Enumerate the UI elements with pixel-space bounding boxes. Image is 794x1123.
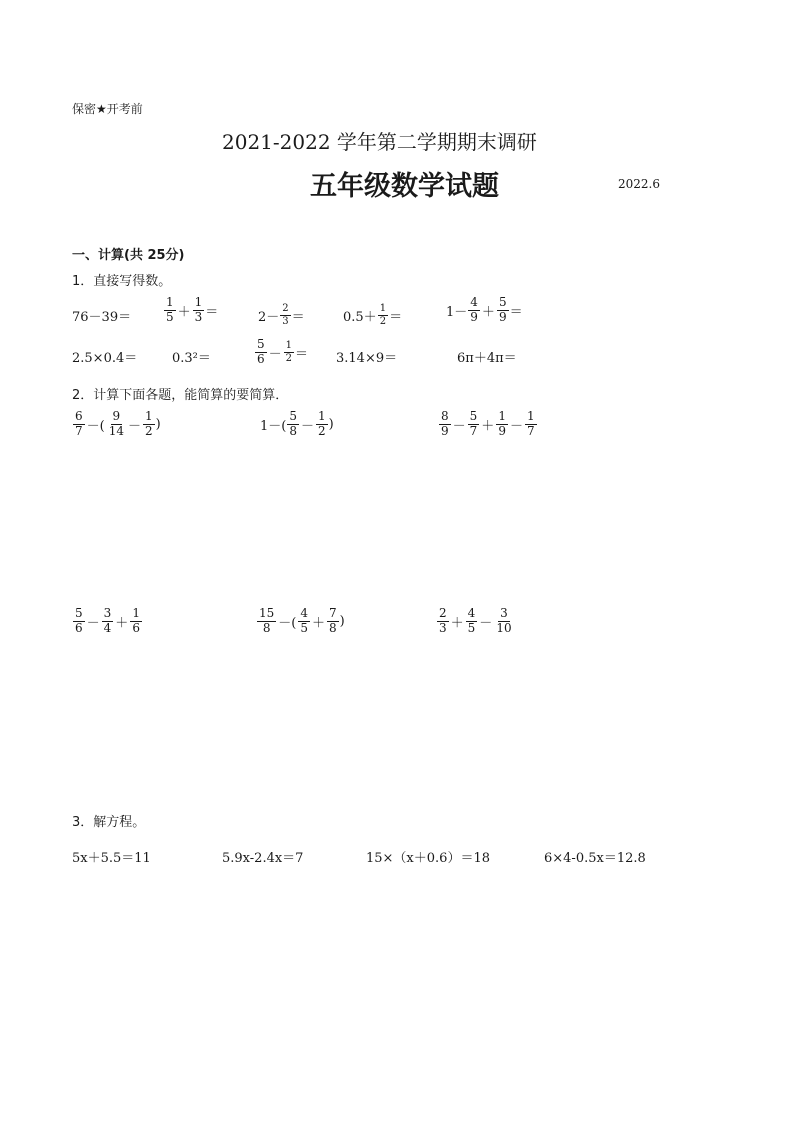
fraction: $\frac{1}{9}$ [498,409,506,438]
q1-expr-5: 1－ $\frac{4}{9}$ ＋ $\frac{5}{9}$ ＝ [446,295,523,324]
fraction: $\frac{1}{5}$ [166,295,174,324]
equation-3: 15×（x＋0.6）＝18 [366,851,490,866]
q2-expr-6: $\frac{2}{3}$ ＋ $\frac{4}{5}$ － $\frac{3}{10}$ [439,606,512,635]
fraction: $\frac{15}{8}$ [259,606,275,635]
fraction: $\frac{4}{9}$ [470,295,478,324]
fraction: $\frac{8}{9}$ [441,409,449,438]
fraction: $\frac{5}{8}$ [289,409,297,438]
q1-expr-8: $\frac{5}{6}$ － $\frac{1}{2}$ ＝ [257,337,309,366]
confidential-label: 保密★开考前 [72,102,143,116]
equation-4: 6×4-0.5x＝12.8 [544,851,646,866]
fraction: $\frac{6}{7}$ [75,409,83,438]
question-1-label: 1．直接写得数。 [72,274,172,289]
fraction: $\frac{4}{5}$ [300,606,308,635]
q1-expr-4: 0.5＋ $\frac{1}{2}$ ＝ [343,303,403,327]
fraction: $\frac{1}{6}$ [132,606,140,635]
fraction: $\frac{5}{7}$ [469,409,478,438]
fraction: $\frac{2}{3}$ [439,606,447,635]
fraction: $\frac{1}{7}$ [526,409,535,438]
fraction: $\frac{3}{10}$ [496,606,512,635]
q1-expr-3: 2－ $\frac{2}{3}$ ＝ [258,303,305,327]
equation-1: 5x＋5.5＝11 [72,851,151,866]
fraction: $\frac{2}{3}$ [282,303,289,327]
page-title: 五年级数学试题 [310,171,499,202]
exam-date: 2022.6 [618,177,660,191]
q2-expr-4: $\frac{5}{6}$ － $\frac{3}{4}$ ＋ $\frac{1}{6}$ [75,606,140,635]
section-title: 一、计算(共 25分) [72,248,185,263]
q1-expr-1: 76－39＝ [72,310,132,325]
fraction: $\frac{5}{9}$ [498,295,507,324]
q1-expr-10: 6π＋4π＝ [457,351,517,366]
q1-expr-9: 3.14×9＝ [336,351,398,366]
fraction: $\frac{4}{5}$ [467,606,476,635]
fraction: $\frac{1}{2}$ [145,409,153,438]
equation-2: 5.9x-2.4x＝7 [222,851,304,866]
fraction: $\frac{1}{2}$ [285,340,293,364]
q2-expr-2: 1－( $\frac{5}{8}$ － $\frac{1}{2}$ ) [260,409,334,438]
q2-expr-1: $\frac{6}{7}$ －( $\frac{9}{14}$ － $\frac{1}{2}$ ) [75,409,161,438]
fraction: $\frac{3}{4}$ [103,606,112,635]
fraction: $\frac{5}{6}$ [75,606,83,635]
question-2-label: 2．计算下面各题，能简算的要简算． [72,388,289,403]
fraction: $\frac{7}{8}$ [329,606,337,635]
question-3-label: 3．解方程。 [72,815,146,830]
q1-expr-6: 2.5×0.4＝ [72,351,138,366]
fraction: $\frac{1}{2}$ [379,303,387,327]
q1-expr-7: 0.3²＝ [172,351,211,366]
q2-expr-5: $\frac{15}{8}$ －( $\frac{4}{5}$ ＋ $\frac{7}{8}$ ) [259,606,345,635]
exam-term-title: 2021-2022 学年第二学期期末调研 [222,130,537,154]
fraction: $\frac{1}{2}$ [318,409,326,438]
fraction: $\frac{1}{3}$ [194,295,203,324]
fraction: $\frac{5}{6}$ [257,337,265,366]
q2-expr-3: $\frac{8}{9}$ － $\frac{5}{7}$ ＋ $\frac{1}{9}$ － $\frac{1}{7}$ [441,409,535,438]
fraction: $\frac{9}{14}$ [108,409,124,438]
q1-expr-2: $\frac{1}{5}$ ＋ $\frac{1}{3}$ ＝ [166,295,219,324]
